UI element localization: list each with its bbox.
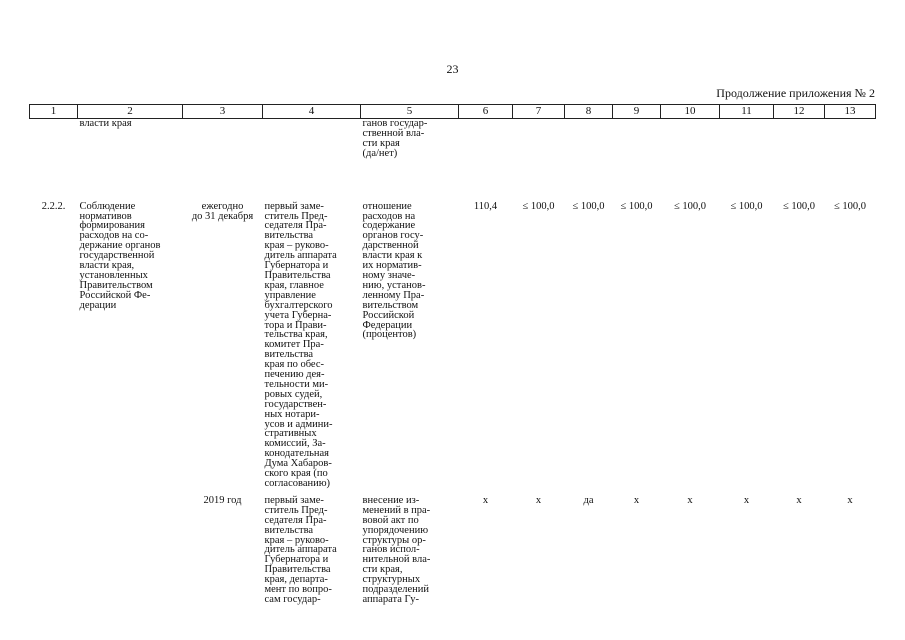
cell-value: да xyxy=(583,494,594,506)
text-line: тельности ми- xyxy=(264,378,329,390)
text-line: нительной вла- xyxy=(362,554,431,566)
cell xyxy=(183,119,263,159)
cell xyxy=(263,119,361,159)
text-line: усов и админи- xyxy=(264,418,333,430)
text-line: содержание xyxy=(362,220,416,232)
text-line: нию, установ- xyxy=(362,279,426,291)
text-line: управление xyxy=(264,289,316,301)
cell xyxy=(565,119,613,159)
text-line: сам государ- xyxy=(264,593,321,605)
cell xyxy=(30,119,78,159)
cell-deadline xyxy=(183,489,263,605)
text-line: ститель Пред- xyxy=(264,504,328,516)
text-line: Правительства xyxy=(264,269,331,281)
text-line: вительства xyxy=(264,524,314,536)
text-line: Российской Фе- xyxy=(79,289,151,301)
text-line: бухгалтерского xyxy=(264,299,333,311)
text-line: вительством xyxy=(362,299,419,311)
text-line: комитет Пра- xyxy=(264,339,324,351)
text-line: ганов государ- xyxy=(362,118,428,129)
continuation-label: Продолжение приложения № 2 xyxy=(716,86,875,100)
text-line: Губернатора и xyxy=(264,260,329,272)
cell-value: х xyxy=(482,494,489,506)
header-cell: 12 xyxy=(774,105,825,119)
text-line: вительства xyxy=(264,230,314,242)
text-line: края, главное xyxy=(264,279,324,291)
cell-value: х xyxy=(535,494,542,506)
cell-value: х xyxy=(743,494,750,506)
text-line: тора и Прави- xyxy=(264,319,327,331)
cell xyxy=(825,119,876,159)
text-line: первый заме- xyxy=(264,200,324,212)
text-line: согласованию) xyxy=(264,478,331,489)
cell-value: ≤ 100,0 xyxy=(572,200,605,212)
text-line: вительства xyxy=(264,349,314,361)
text-line: внесение из- xyxy=(362,494,420,506)
text-line: власти края xyxy=(79,118,132,129)
text-line: их норматив- xyxy=(362,260,422,272)
cell-indicator-text xyxy=(361,119,459,159)
text-line: седателя Пра- xyxy=(264,514,327,526)
cell-item-number: 2.2.2. xyxy=(41,200,66,212)
text-line: ского края (по xyxy=(264,468,328,480)
text-line: вовой акт по xyxy=(362,514,419,526)
text-line: менений в пра- xyxy=(362,504,431,516)
cell-responsible xyxy=(263,159,361,489)
table-row xyxy=(30,489,876,605)
text-line: до 31 декабря xyxy=(191,210,254,222)
text-line: подразделений xyxy=(362,584,430,596)
text-line: края – руково- xyxy=(264,240,329,252)
text-line: держание органов xyxy=(79,240,161,252)
cell-value: ≤ 100,0 xyxy=(673,200,706,212)
text-line: формирования xyxy=(79,220,145,232)
text-line: края по обес- xyxy=(264,359,324,371)
cell-indicator-text xyxy=(361,159,459,489)
page-number: 23 xyxy=(446,62,459,76)
text-line: печению дея- xyxy=(264,369,325,381)
cell-deadline xyxy=(183,159,263,489)
cell xyxy=(459,119,513,159)
text-line: комиссий, За- xyxy=(264,438,326,450)
text-line: ститель Пред- xyxy=(264,210,328,222)
text-line: аппарата Гу- xyxy=(362,593,419,605)
text-line: упорядочению xyxy=(362,524,429,536)
header-cell: 5 xyxy=(361,105,459,119)
text-line: государствен- xyxy=(264,398,327,410)
text-line: первый заме- xyxy=(264,494,324,506)
cell xyxy=(513,119,565,159)
text-line: тельства края, xyxy=(264,329,328,341)
text-line: Правительством xyxy=(79,279,153,291)
cell-goal-text xyxy=(78,159,183,489)
text-line: края – руково- xyxy=(264,534,329,546)
cell-value: ≤ 100,0 xyxy=(522,200,555,212)
cell-value: х xyxy=(796,494,802,506)
header-cell: 3 xyxy=(183,105,263,119)
header-cell: 7 xyxy=(513,105,565,119)
text-line: ленному Пра- xyxy=(362,289,425,301)
text-line: учета Губерна- xyxy=(264,309,332,321)
data-table xyxy=(29,104,876,605)
table-row xyxy=(30,159,876,489)
text-line: Российской xyxy=(362,309,415,321)
text-line: седателя Пра- xyxy=(264,220,327,232)
header-cell: 2 xyxy=(78,105,183,119)
text-line: структуры ор- xyxy=(362,534,426,546)
cell-value: х xyxy=(847,494,853,506)
text-line: стративных xyxy=(264,428,317,440)
text-line: нормативов xyxy=(79,210,132,222)
text-line: дитель аппарата xyxy=(264,250,337,262)
text-line: структурных xyxy=(362,574,421,586)
text-line: края, департа- xyxy=(264,574,328,586)
header-cell: 13 xyxy=(825,105,876,119)
header-cell: 11 xyxy=(720,105,774,119)
cell-value: 110,4 xyxy=(473,200,498,212)
text-line: сти края, xyxy=(362,564,403,576)
text-line: власти края к xyxy=(362,250,423,262)
header-cell: 6 xyxy=(459,105,513,119)
text-line: ных нотари- xyxy=(264,408,320,420)
text-line: государственной xyxy=(79,250,155,262)
text-line: расходов на со- xyxy=(79,230,149,242)
text-line: отношение xyxy=(362,200,412,212)
table-header-row xyxy=(30,105,876,119)
cell-indicator-text xyxy=(361,489,459,605)
text-line: Правительства xyxy=(264,564,331,576)
cell-value: х xyxy=(687,494,693,506)
text-line: 2019 год xyxy=(203,494,242,506)
header-cell: 9 xyxy=(613,105,661,119)
cell-value: ≤ 100,0 xyxy=(782,200,815,212)
header-cell: 8 xyxy=(565,105,613,119)
cell-value: х xyxy=(633,494,640,506)
text-line: мент по вопро- xyxy=(264,584,332,596)
text-line: органов госу- xyxy=(362,230,424,242)
cell xyxy=(774,119,825,159)
text-line: (да/нет) xyxy=(362,147,398,159)
header-cell: 10 xyxy=(661,105,720,119)
text-line: власти края, xyxy=(79,260,135,272)
text-line: (процентов) xyxy=(362,329,417,341)
table-row xyxy=(30,119,876,159)
cell-value: ≤ 100,0 xyxy=(620,200,653,212)
header-cell: 1 xyxy=(30,105,78,119)
text-line: Губернатора и xyxy=(264,554,329,566)
cell-value: ≤ 100,0 xyxy=(730,200,763,212)
text-line: расходов на xyxy=(362,210,416,222)
cell-value: ≤ 100,0 xyxy=(833,200,866,212)
cell xyxy=(720,119,774,159)
text-line: дитель аппарата xyxy=(264,544,337,556)
text-line: установленных xyxy=(79,269,148,281)
cell xyxy=(613,119,661,159)
cell xyxy=(78,489,183,605)
text-line: дарственной xyxy=(362,240,419,252)
text-line: ганов испол- xyxy=(362,544,420,556)
text-line: сти края xyxy=(362,137,400,149)
text-line: ровых судей, xyxy=(264,388,323,400)
cell-goal-text xyxy=(78,119,183,159)
text-line: дерации xyxy=(79,299,117,311)
header-cell: 4 xyxy=(263,105,361,119)
text-line: ежегодно xyxy=(201,200,244,212)
cell xyxy=(661,119,720,159)
text-line: Соблюдение xyxy=(79,200,136,212)
text-line: конодательная xyxy=(264,448,330,460)
text-line: Дума Хабаров- xyxy=(264,458,332,470)
cell xyxy=(30,489,78,605)
text-line: ственной вла- xyxy=(362,127,425,139)
text-line: Федерации xyxy=(362,319,413,331)
cell-responsible xyxy=(263,489,361,605)
text-line: ному значе- xyxy=(362,269,416,281)
